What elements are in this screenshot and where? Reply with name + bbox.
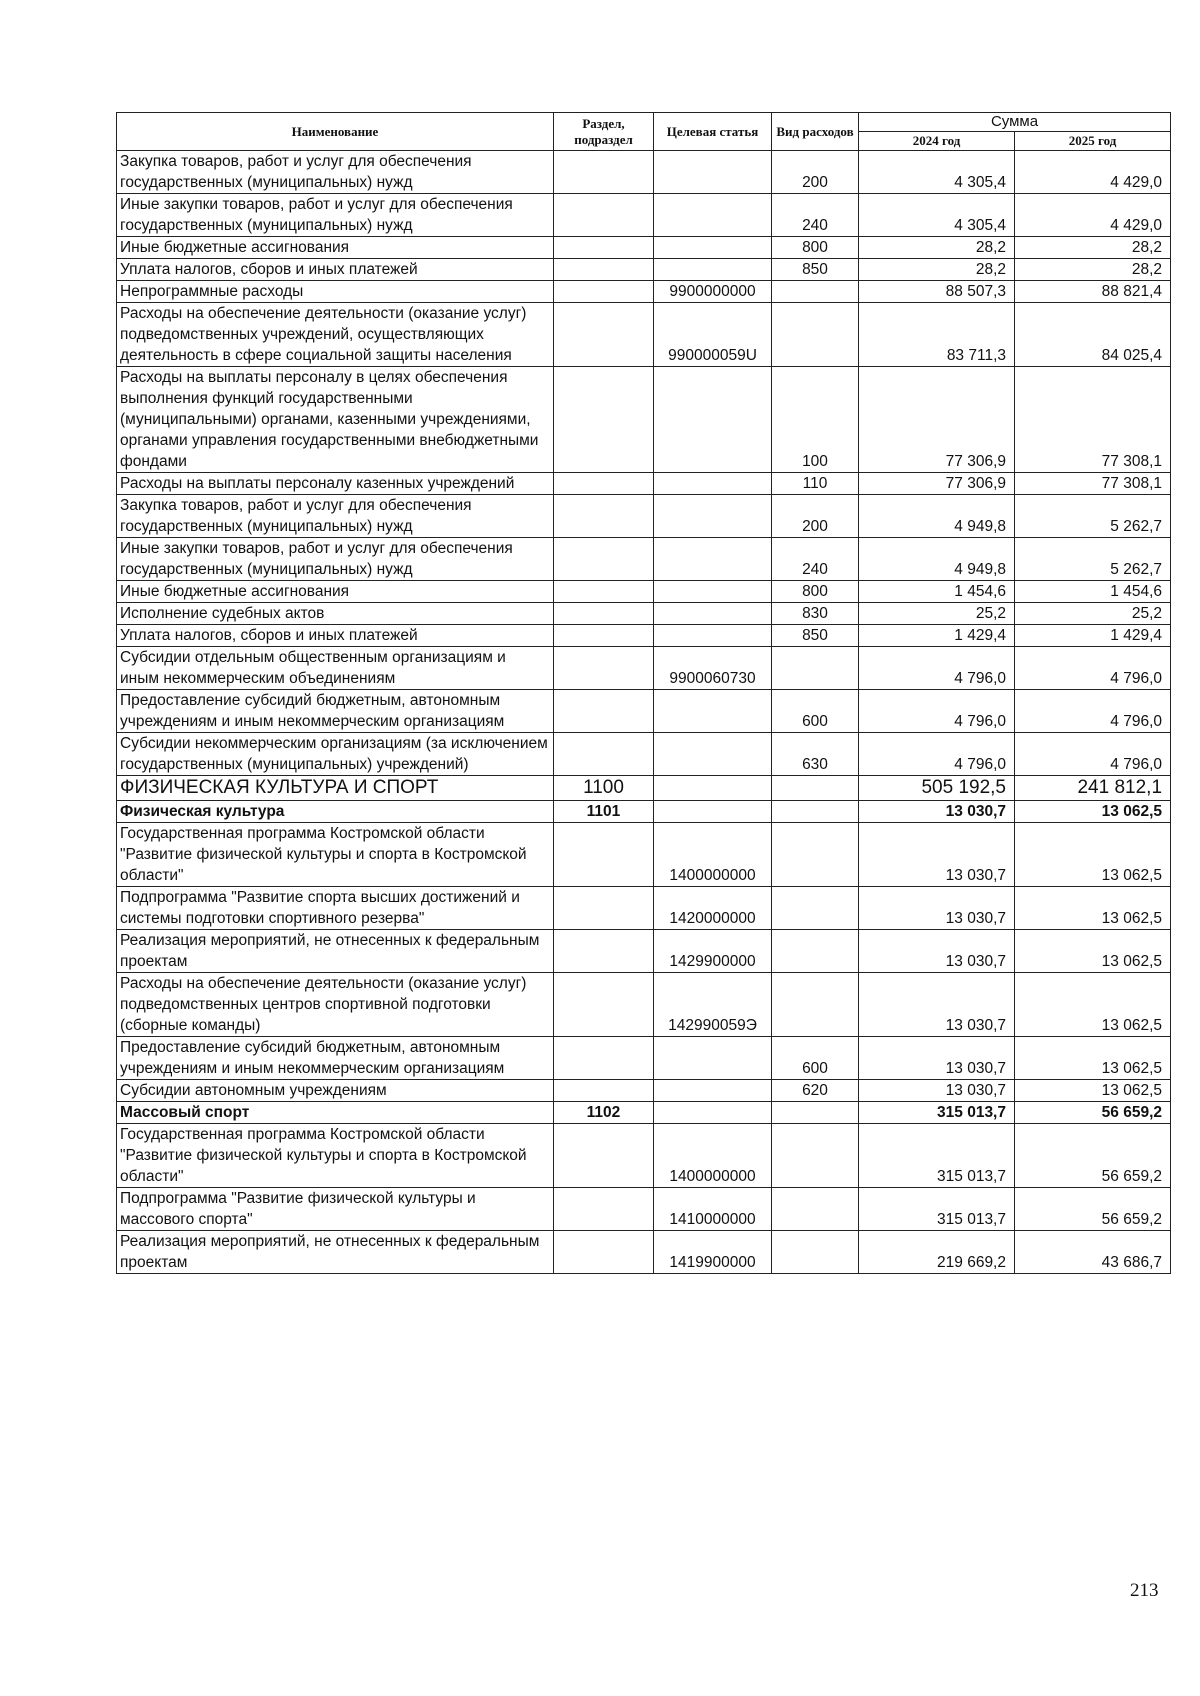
cell-section: 1101	[554, 801, 654, 823]
cell-name: Иные закупки товаров, работ и услуг для обеспечения государственных (муниципальных) нужд	[117, 194, 554, 237]
cell-section	[554, 538, 654, 581]
budget-table	[116, 112, 1171, 1274]
cell-expense-type: 630	[772, 733, 859, 776]
cell-sum-2025: 4 796,0	[1015, 733, 1171, 776]
cell-target: 9900060730	[654, 647, 772, 690]
cell-sum-2025: 43 686,7	[1015, 1231, 1171, 1274]
cell-sum-2025: 56 659,2	[1015, 1188, 1171, 1231]
cell-section	[554, 281, 654, 303]
table-row	[117, 1188, 1171, 1231]
cell-section	[554, 603, 654, 625]
cell-name: Иные бюджетные ассигнования	[117, 581, 554, 603]
cell-section	[554, 887, 654, 930]
cell-section: 1100	[554, 776, 654, 801]
cell-sum-2025: 13 062,5	[1015, 1037, 1171, 1080]
cell-sum-2025: 28,2	[1015, 237, 1171, 259]
cell-expense-type: 850	[772, 259, 859, 281]
cell-sum-2024: 1 429,4	[859, 625, 1015, 647]
cell-section	[554, 237, 654, 259]
cell-expense-type: 600	[772, 1037, 859, 1080]
cell-expense-type	[772, 1124, 859, 1188]
cell-sum-2025: 4 429,0	[1015, 194, 1171, 237]
cell-target: 1419900000	[654, 1231, 772, 1274]
cell-sum-2024: 13 030,7	[859, 887, 1015, 930]
cell-sum-2025: 25,2	[1015, 603, 1171, 625]
cell-sum-2024: 4 305,4	[859, 151, 1015, 194]
table-row	[117, 473, 1171, 495]
table-row	[117, 690, 1171, 733]
cell-name: Расходы на обеспечение деятельности (оказание услуг) подведомственных центров спортивной подготовки (сборные команды)	[117, 973, 554, 1037]
cell-expense-type: 830	[772, 603, 859, 625]
cell-section	[554, 823, 654, 887]
cell-target: 990000059U	[654, 303, 772, 367]
cell-sum-2024: 28,2	[859, 237, 1015, 259]
table-row	[117, 801, 1171, 823]
cell-target: 9900000000	[654, 281, 772, 303]
cell-target	[654, 801, 772, 823]
cell-name: Иные закупки товаров, работ и услуг для обеспечения государственных (муниципальных) нужд	[117, 538, 554, 581]
cell-expense-type	[772, 281, 859, 303]
cell-expense-type: 200	[772, 151, 859, 194]
cell-section	[554, 1231, 654, 1274]
cell-expense-type	[772, 887, 859, 930]
header-expense-type: Вид расходов	[772, 113, 859, 151]
cell-expense-type: 850	[772, 625, 859, 647]
cell-section	[554, 1188, 654, 1231]
cell-target	[654, 1102, 772, 1124]
table-row	[117, 237, 1171, 259]
cell-sum-2024: 28,2	[859, 259, 1015, 281]
cell-sum-2024: 13 030,7	[859, 973, 1015, 1037]
cell-sum-2024: 77 306,9	[859, 473, 1015, 495]
cell-target	[654, 603, 772, 625]
cell-target	[654, 625, 772, 647]
cell-sum-2024: 4 796,0	[859, 647, 1015, 690]
cell-name: Иные бюджетные ассигнования	[117, 237, 554, 259]
cell-sum-2025: 13 062,5	[1015, 887, 1171, 930]
cell-name: ФИЗИЧЕСКАЯ КУЛЬТУРА И СПОРТ	[117, 776, 554, 801]
cell-target	[654, 776, 772, 801]
cell-name: Расходы на обеспечение деятельности (оказание услуг) подведомственных учреждений, осуществляющих деятельность в сфере социальной защиты населения	[117, 303, 554, 367]
cell-section	[554, 647, 654, 690]
cell-sum-2025: 56 659,2	[1015, 1102, 1171, 1124]
table-row	[117, 647, 1171, 690]
table-row	[117, 973, 1171, 1037]
cell-section	[554, 733, 654, 776]
cell-expense-type	[772, 1231, 859, 1274]
cell-section	[554, 303, 654, 367]
cell-name: Массовый спорт	[117, 1102, 554, 1124]
header-year-2025: 2025 год	[1015, 132, 1171, 151]
cell-sum-2024: 315 013,7	[859, 1188, 1015, 1231]
cell-expense-type	[772, 973, 859, 1037]
cell-name: Уплата налогов, сборов и иных платежей	[117, 625, 554, 647]
table-row	[117, 151, 1171, 194]
cell-target: 142990059Э	[654, 973, 772, 1037]
cell-sum-2024: 83 711,3	[859, 303, 1015, 367]
header-section: Раздел, подраздел	[554, 113, 654, 151]
table-row	[117, 581, 1171, 603]
cell-name: Субсидии отдельным общественным организациям и иным некоммерческим объединениям	[117, 647, 554, 690]
cell-name: Расходы на выплаты персоналу казенных учреждений	[117, 473, 554, 495]
cell-expense-type: 240	[772, 194, 859, 237]
cell-expense-type: 200	[772, 495, 859, 538]
cell-target	[654, 1037, 772, 1080]
cell-sum-2025: 4 796,0	[1015, 690, 1171, 733]
cell-section: 1102	[554, 1102, 654, 1124]
cell-sum-2025: 1 454,6	[1015, 581, 1171, 603]
cell-sum-2025: 13 062,5	[1015, 930, 1171, 973]
cell-expense-type	[772, 776, 859, 801]
table-row	[117, 303, 1171, 367]
cell-name: Государственная программа Костромской области "Развитие физической культуры и спорта в Костромской области"	[117, 823, 554, 887]
cell-sum-2025: 84 025,4	[1015, 303, 1171, 367]
cell-target	[654, 194, 772, 237]
cell-sum-2024: 315 013,7	[859, 1124, 1015, 1188]
cell-sum-2024: 219 669,2	[859, 1231, 1015, 1274]
cell-sum-2024: 315 013,7	[859, 1102, 1015, 1124]
cell-sum-2024: 13 030,7	[859, 801, 1015, 823]
cell-sum-2025: 241 812,1	[1015, 776, 1171, 801]
cell-section	[554, 581, 654, 603]
cell-sum-2025: 5 262,7	[1015, 538, 1171, 581]
header-sum: Сумма	[859, 113, 1171, 132]
cell-sum-2024: 4 796,0	[859, 733, 1015, 776]
table-row	[117, 1231, 1171, 1274]
cell-target	[654, 259, 772, 281]
table-row	[117, 1102, 1171, 1124]
table-row	[117, 733, 1171, 776]
cell-expense-type: 800	[772, 237, 859, 259]
cell-name: Подпрограмма "Развитие спорта высших достижений и системы подготовки спортивного резерва"	[117, 887, 554, 930]
cell-expense-type: 800	[772, 581, 859, 603]
cell-section	[554, 930, 654, 973]
cell-name: Предоставление субсидий бюджетным, автономным учреждениям и иным некоммерческим организациям	[117, 1037, 554, 1080]
cell-target: 1400000000	[654, 823, 772, 887]
cell-sum-2024: 4 949,8	[859, 538, 1015, 581]
cell-sum-2024: 25,2	[859, 603, 1015, 625]
cell-sum-2025: 5 262,7	[1015, 495, 1171, 538]
cell-target	[654, 367, 772, 473]
cell-expense-type	[772, 1188, 859, 1231]
cell-target: 1420000000	[654, 887, 772, 930]
cell-sum-2024: 1 454,6	[859, 581, 1015, 603]
cell-expense-type: 620	[772, 1080, 859, 1102]
cell-target	[654, 495, 772, 538]
cell-expense-type	[772, 801, 859, 823]
cell-target	[654, 690, 772, 733]
cell-expense-type	[772, 303, 859, 367]
cell-sum-2025: 1 429,4	[1015, 625, 1171, 647]
cell-section	[554, 1037, 654, 1080]
cell-sum-2025: 4 429,0	[1015, 151, 1171, 194]
cell-sum-2024: 13 030,7	[859, 930, 1015, 973]
table-row	[117, 823, 1171, 887]
cell-name: Подпрограмма "Развитие физической культуры и массового спорта"	[117, 1188, 554, 1231]
header-year-2024: 2024 год	[859, 132, 1015, 151]
cell-target	[654, 473, 772, 495]
cell-target: 1410000000	[654, 1188, 772, 1231]
table-row	[117, 194, 1171, 237]
table-row	[117, 1080, 1171, 1102]
cell-name: Исполнение судебных актов	[117, 603, 554, 625]
cell-name: Государственная программа Костромской области "Развитие физической культуры и спорта в Костромской области"	[117, 1124, 554, 1188]
cell-expense-type: 600	[772, 690, 859, 733]
table-row	[117, 259, 1171, 281]
cell-target	[654, 733, 772, 776]
cell-section	[554, 194, 654, 237]
cell-sum-2024: 13 030,7	[859, 1080, 1015, 1102]
cell-name: Уплата налогов, сборов и иных платежей	[117, 259, 554, 281]
table-row	[117, 887, 1171, 930]
cell-target	[654, 237, 772, 259]
header-name: Наименование	[117, 113, 554, 151]
cell-section	[554, 151, 654, 194]
cell-sum-2024: 505 192,5	[859, 776, 1015, 801]
cell-name: Физическая культура	[117, 801, 554, 823]
cell-section	[554, 367, 654, 473]
page-number: 213	[1130, 1580, 1159, 1601]
cell-sum-2025: 13 062,5	[1015, 973, 1171, 1037]
cell-section	[554, 1080, 654, 1102]
cell-section	[554, 973, 654, 1037]
cell-name: Закупка товаров, работ и услуг для обеспечения государственных (муниципальных) нужд	[117, 151, 554, 194]
cell-sum-2025: 88 821,4	[1015, 281, 1171, 303]
cell-sum-2024: 4 796,0	[859, 690, 1015, 733]
cell-sum-2024: 13 030,7	[859, 1037, 1015, 1080]
table-row	[117, 495, 1171, 538]
cell-sum-2025: 28,2	[1015, 259, 1171, 281]
table-row	[117, 367, 1171, 473]
cell-sum-2024: 88 507,3	[859, 281, 1015, 303]
cell-name: Расходы на выплаты персоналу в целях обеспечения выполнения функций государственными (муниципальными) органами, казенными учреждениями, органами управления государственными внебюджетными фондами	[117, 367, 554, 473]
cell-expense-type: 110	[772, 473, 859, 495]
table-body	[117, 151, 1171, 1274]
cell-section	[554, 625, 654, 647]
table-row	[117, 281, 1171, 303]
cell-name: Субсидии автономным учреждениям	[117, 1080, 554, 1102]
cell-section	[554, 495, 654, 538]
cell-section	[554, 473, 654, 495]
cell-sum-2025: 13 062,5	[1015, 1080, 1171, 1102]
cell-name: Непрограммные расходы	[117, 281, 554, 303]
cell-expense-type: 100	[772, 367, 859, 473]
cell-target	[654, 538, 772, 581]
cell-sum-2024: 4 305,4	[859, 194, 1015, 237]
cell-target: 1400000000	[654, 1124, 772, 1188]
table-row	[117, 538, 1171, 581]
table-row	[117, 1124, 1171, 1188]
table-row	[117, 1037, 1171, 1080]
table-row	[117, 625, 1171, 647]
table-row	[117, 930, 1171, 973]
cell-sum-2025: 56 659,2	[1015, 1124, 1171, 1188]
header-target: Целевая статья	[654, 113, 772, 151]
cell-name: Реализация мероприятий, не отнесенных к федеральным проектам	[117, 1231, 554, 1274]
cell-section	[554, 690, 654, 733]
cell-sum-2024: 13 030,7	[859, 823, 1015, 887]
table-header	[117, 113, 1171, 151]
cell-sum-2025: 77 308,1	[1015, 367, 1171, 473]
cell-sum-2025: 13 062,5	[1015, 823, 1171, 887]
cell-section	[554, 259, 654, 281]
cell-target	[654, 151, 772, 194]
cell-target	[654, 1080, 772, 1102]
cell-expense-type	[772, 823, 859, 887]
table-row	[117, 603, 1171, 625]
cell-sum-2025: 4 796,0	[1015, 647, 1171, 690]
cell-section	[554, 1124, 654, 1188]
cell-expense-type: 240	[772, 538, 859, 581]
cell-name: Предоставление субсидий бюджетным, автономным учреждениям и иным некоммерческим организациям	[117, 690, 554, 733]
cell-expense-type	[772, 1102, 859, 1124]
cell-sum-2025: 13 062,5	[1015, 801, 1171, 823]
cell-name: Субсидии некоммерческим организациям (за исключением государственных (муниципальных) учреждений)	[117, 733, 554, 776]
cell-name: Закупка товаров, работ и услуг для обеспечения государственных (муниципальных) нужд	[117, 495, 554, 538]
cell-target: 1429900000	[654, 930, 772, 973]
cell-sum-2024: 4 949,8	[859, 495, 1015, 538]
cell-expense-type	[772, 930, 859, 973]
table-row	[117, 776, 1171, 801]
cell-name: Реализация мероприятий, не отнесенных к федеральным проектам	[117, 930, 554, 973]
cell-expense-type	[772, 647, 859, 690]
cell-target	[654, 581, 772, 603]
cell-sum-2024: 77 306,9	[859, 367, 1015, 473]
cell-sum-2025: 77 308,1	[1015, 473, 1171, 495]
